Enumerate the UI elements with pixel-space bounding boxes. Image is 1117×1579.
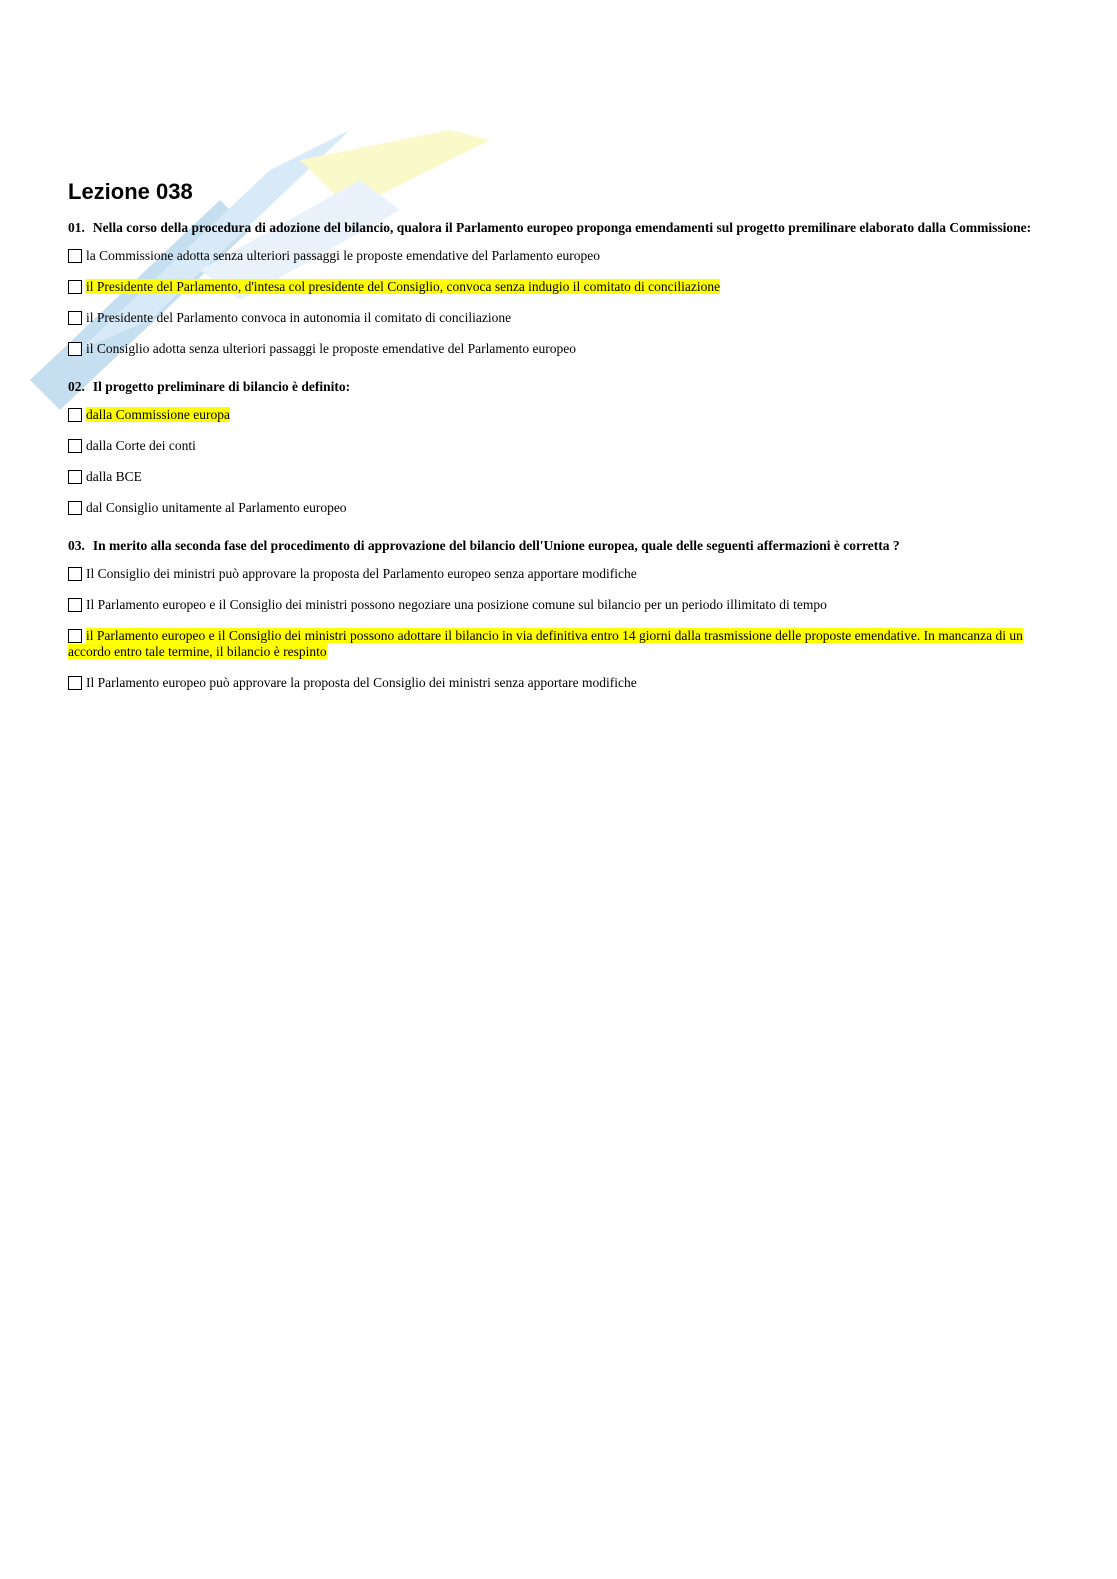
checkbox-icon[interactable] [68, 501, 82, 515]
checkbox-icon[interactable] [68, 408, 82, 422]
checkbox-icon[interactable] [68, 470, 82, 484]
answer-option-label: Il Consiglio dei ministri può approvare la proposta del Parlamento europeo senza apportare modifiche [86, 566, 637, 581]
checkbox-icon[interactable] [68, 598, 82, 612]
checkbox-icon[interactable] [68, 311, 82, 325]
question-2 [68, 379, 1033, 516]
question-number: 01. [68, 220, 85, 235]
answer-option[interactable] [68, 566, 1033, 582]
answer-option-label: il Presidente del Parlamento convoca in autonomia il comitato di conciliazione [86, 310, 512, 325]
question-prompt: In merito alla seconda fase del procedimento di approvazione del bilancio dell'Unione europea, quale delle seguenti affermazioni è corretta ? [92, 538, 900, 553]
answer-option-label-highlighted: dalla Commissione europa [86, 407, 230, 422]
checkbox-icon[interactable] [68, 676, 82, 690]
answer-option-label: dal Consiglio unitamente al Parlamento europeo [86, 500, 347, 515]
question-text [68, 538, 1033, 554]
answer-option[interactable] [68, 597, 1033, 613]
checkbox-icon[interactable] [68, 629, 82, 643]
checkbox-icon[interactable] [68, 567, 82, 581]
question-text [68, 220, 1033, 236]
checkbox-icon[interactable] [68, 342, 82, 356]
answer-option-label: Il Parlamento europeo e il Consiglio dei ministri possono negoziare una posizione comune sul bilancio per un periodo illimitato di tempo [86, 597, 827, 612]
document-body [68, 178, 1033, 713]
question-number: 02. [68, 379, 85, 394]
answer-option-label-highlighted: il Parlamento europeo e il Consiglio dei ministri possono adottare il bilancio in via definitiva entro 14 giorni dalla trasmissione delle proposte emendative. In mancanza di un accordo entro tale termine, il bilancio è respinto [68, 628, 1023, 659]
answer-option[interactable] [68, 628, 1033, 660]
question-text [68, 379, 1033, 395]
answer-option-label: dalla Corte dei conti [86, 438, 196, 453]
question-prompt: Nella corso della procedura di adozione del bilancio, qualora il Parlamento europeo proponga emendamenti sul progetto premilinare elaborato dalla Commissione: [92, 220, 1032, 235]
question-3 [68, 538, 1033, 691]
checkbox-icon[interactable] [68, 280, 82, 294]
checkbox-icon[interactable] [68, 249, 82, 263]
answer-option[interactable] [68, 341, 1033, 357]
checkbox-icon[interactable] [68, 439, 82, 453]
answer-option-label: Il Parlamento europeo può approvare la proposta del Consiglio dei ministri senza apportare modifiche [86, 675, 637, 690]
answer-option[interactable] [68, 500, 1033, 516]
answer-option[interactable] [68, 469, 1033, 485]
answer-option-label: la Commissione adotta senza ulteriori passaggi le proposte emendative del Parlamento europeo [86, 248, 600, 263]
answer-option[interactable] [68, 279, 1033, 295]
answer-option-label: dalla BCE [86, 469, 142, 484]
answer-option[interactable] [68, 248, 1033, 264]
question-1 [68, 220, 1033, 357]
answer-option-label-highlighted: il Presidente del Parlamento, d'intesa col presidente del Consiglio, convoca senza indugio il comitato di conciliazione [86, 279, 721, 294]
answer-option[interactable] [68, 310, 1033, 326]
question-number: 03. [68, 538, 85, 553]
answer-option-label: il Consiglio adotta senza ulteriori passaggi le proposte emendative del Parlamento europeo [86, 341, 576, 356]
question-prompt: Il progetto preliminare di bilancio è definito: [92, 379, 351, 394]
answer-option[interactable] [68, 675, 1033, 691]
answer-option[interactable] [68, 407, 1033, 423]
answer-option[interactable] [68, 438, 1033, 454]
page-title: Lezione 038 [68, 179, 193, 204]
